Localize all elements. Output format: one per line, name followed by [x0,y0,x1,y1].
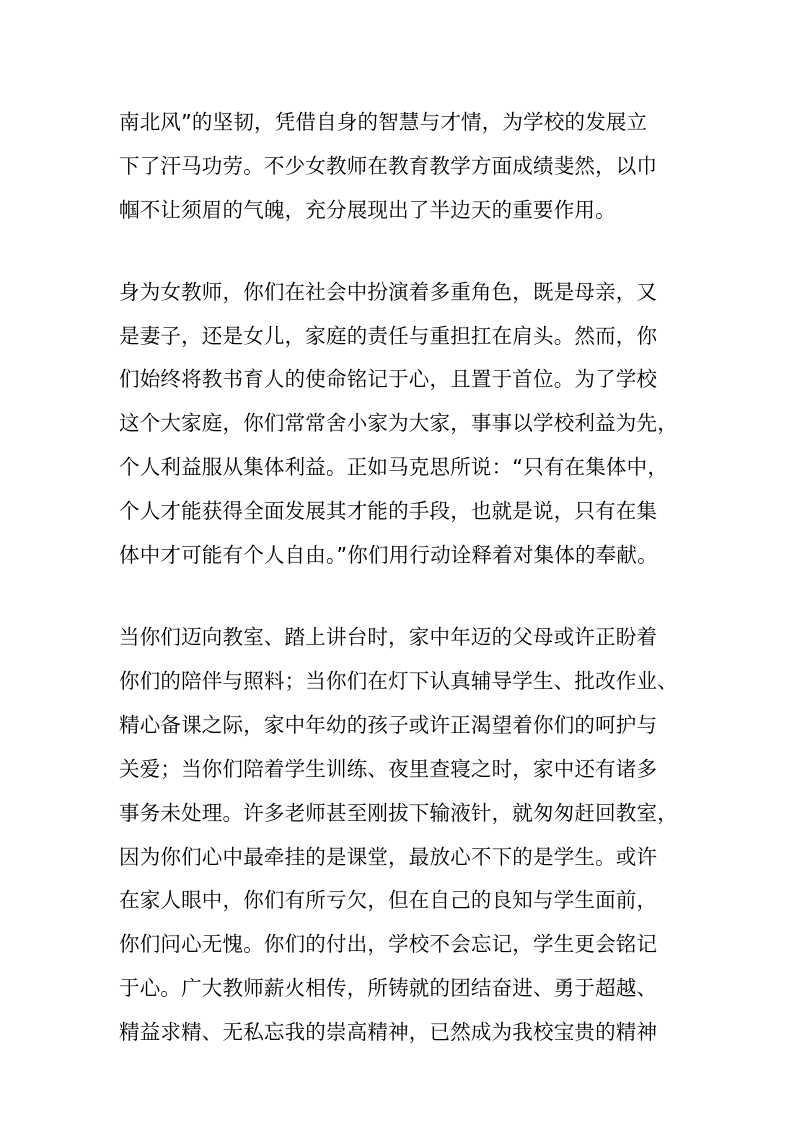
text-line: 是妻子，还是女儿，家庭的责任与重担扛在肩头。然而，你 [119,324,658,348]
text-line: 事务未处理。许多老师甚至刚拔下输液针，就匆匆赶回教室， [119,801,678,825]
text-line: 个人利益服从集体利益。正如马克思所说：“只有在集体中， [119,455,669,479]
text-line: 因为你们心中最牵挂的是课堂，最放心不下的是学生。或许 [119,845,658,869]
text-line: 帼不让须眉的气魄，充分展现出了半边天的重要作用。 [119,198,616,222]
text-line: 于心。广大教师薪火相传，所铸就的团结奋进、勇于超越、 [119,976,658,1000]
text-line: 在家人眼中，你们有所亏欠，但在自己的良知与学生面前， [119,888,658,912]
text-line: 精益求精、无私忘我的崇高精神，已然成为我校宝贵的精神 [119,1020,658,1044]
text-line: 你们问心无愧。你们的付出，学校不会忘记，学生更会铭记 [119,932,658,956]
text-line: 当你们迈向教室、踏上讲台时，家中年迈的父母或许正盼着 [119,625,658,649]
text-line: 精心备课之际，家中年幼的孩子或许正渴望着你们的呵护与 [119,713,658,737]
text-line: 这个大家庭，你们常常舍小家为大家，事事以学校利益为先， [119,411,678,435]
text-line: 南北风”的坚韧，凭借自身的智慧与才情，为学校的发展立 [119,110,648,134]
text-line: 个人才能获得全面发展其才能的手段，也就是说，只有在集 [119,499,658,523]
text-line: 你们的陪伴与照料；当你们在灯下认真辅导学生、批改作业、 [119,669,678,693]
text-line: 们始终将教书育人的使命铭记于心，且置于首位。为了学校 [119,367,658,391]
text-line: 身为女教师，你们在社会中扮演着多重角色，既是母亲，又 [119,280,658,304]
text-line: 体中才可能有个人自由。”你们用行动诠释着对集体的奉献。 [119,543,658,567]
text-line: 下了汗马功劳。不少女教师在教育教学方面成绩斐然，以巾 [119,154,658,178]
text-line: 关爱；当你们陪着学生训练、夜里查寝之时，家中还有诸多 [119,757,658,781]
